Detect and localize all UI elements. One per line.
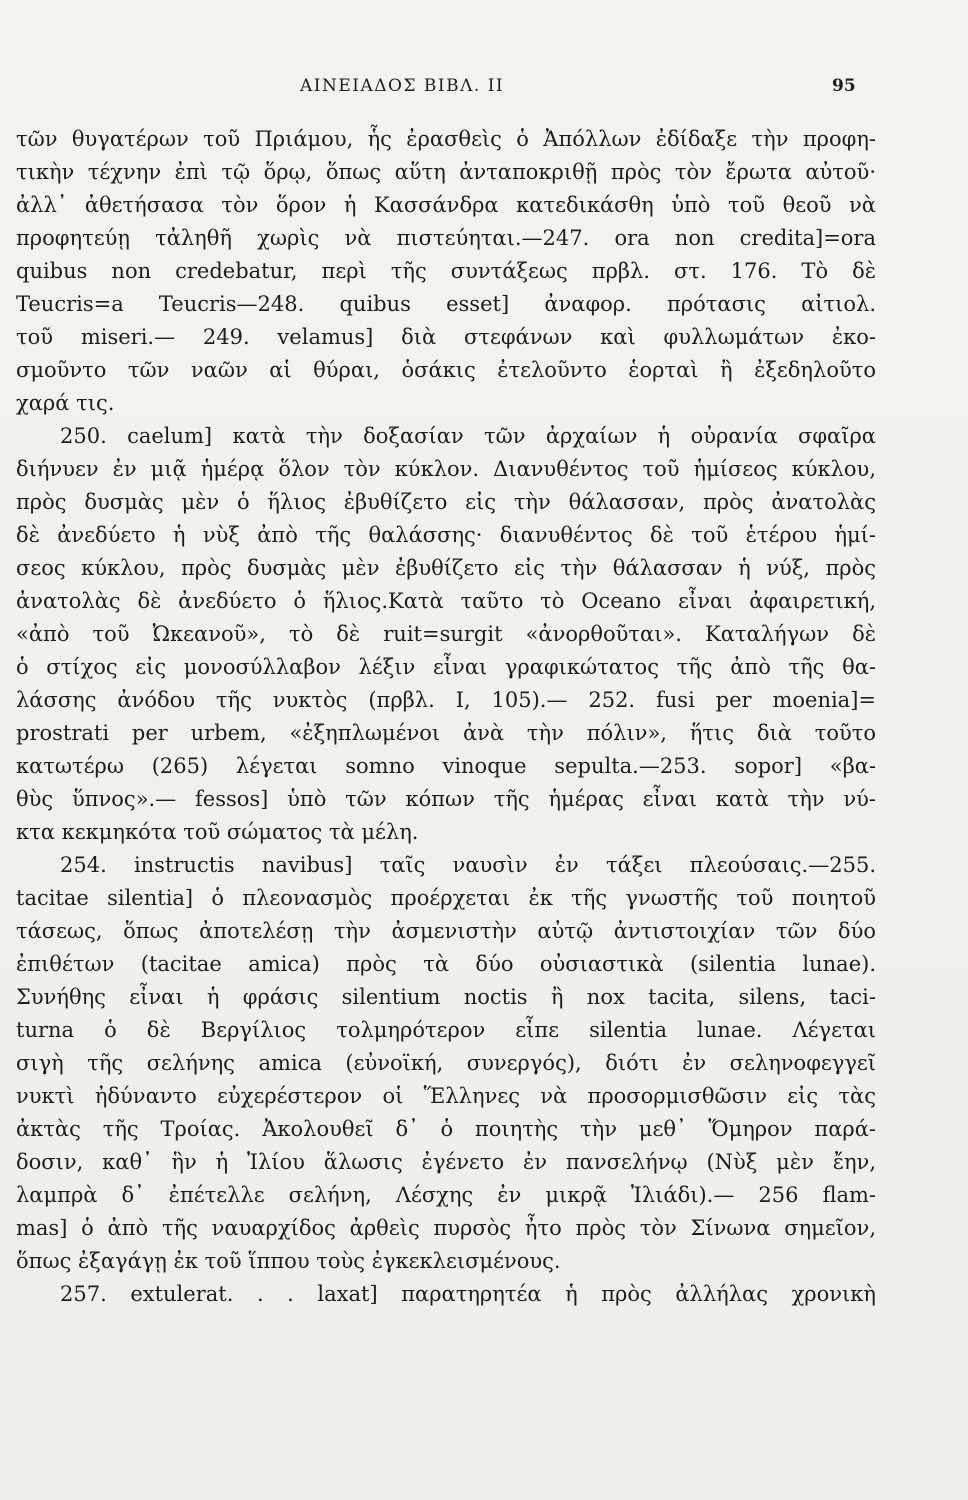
- text-line: σιγὴ τῆς σελήνης amica (εὐνοϊκή, συνεργός), διότι ἐν σεληνοφεγγεῖ: [16, 1051, 876, 1075]
- text-line: prostrati per urbem, «ἐξηπλωμένοι ἀνὰ τὴν πόλιν», ἥτις διὰ τοῦτο: [16, 721, 876, 745]
- text-line: tacitae silentia] ὁ πλεονασμὸς προέρχεται ἐκ τῆς γνωστῆς τοῦ ποιητοῦ: [16, 886, 876, 910]
- text-line: κτα κεκμηκότα τοῦ σώματος τὰ μέλη.: [16, 820, 419, 844]
- text-line: mas] ὁ ἀπὸ τῆς ναυαρχίδος ἀρθεὶς πυρσὸς ἦτο πρὸς τὸν Σίνωνα σημεῖον,: [16, 1216, 876, 1240]
- text-line: 254. instructis navibus] ταῖς ναυσὶν ἐν τάξει πλεούσαις.—255.: [60, 853, 876, 877]
- text-line: δὲ ἀνεδύετο ἡ νὺξ ἀπὸ τῆς θαλάσσης· διανυθέντος δὲ τοῦ ἑτέρου ἡμί-: [16, 523, 876, 547]
- text-line: Teucris=a Teucris—248. quibus esset] ἀναφορ. πρότασις αἰτιολ.: [16, 292, 876, 316]
- text-line: ἀλλ᾽ ἀθετήσασα τὸν ὅρον ἡ Κασσάνδρα κατεδικάσθη ὑπὸ τοῦ θεοῦ νὰ: [16, 193, 876, 217]
- text-line: νυκτὶ ἠδύναντο εὐχερέστερον οἱ Ἕλληνες νὰ προσορμισθῶσιν εἰς τὰς: [16, 1084, 876, 1108]
- text-line: λάσσης ἀνόδου τῆς νυκτὸς (πρβλ. I, 105).— 252. fusi per moenia]=: [16, 688, 876, 712]
- text-line: δοσιν, καθ᾽ ἣν ἡ Ἰλίου ἅλωσις ἐγένετο ἐν πανσελήνῳ (Νὺξ μὲν ἔην,: [16, 1150, 876, 1174]
- text-line: τικὴν τέχνην ἐπὶ τῷ ὅρῳ, ὅπως αὕτη ἀνταποκριθῇ πρὸς τὸν ἔρωτα αὐτοῦ·: [16, 160, 876, 184]
- text-line: quibus non credebatur, περὶ τῆς συντάξεως πρβλ. στ. 176. Τὸ δὲ: [16, 259, 876, 283]
- text-line: turna ὁ δὲ Βεργίλιος τολμηρότερον εἶπε silentia lunae. Λέγεται: [16, 1018, 876, 1042]
- text-line: 257. extulerat. . . laxat] παρατηρητέα ἡ πρὸς ἀλλήλας χρονικὴ: [60, 1282, 876, 1306]
- text-line: ἀνατολὰς δὲ ἀνεδύετο ὁ ἥλιος.Κατὰ ταῦτο τὸ Oceano εἶναι ἀφαιρετική,: [16, 589, 876, 613]
- page-number: 95: [832, 76, 856, 96]
- text-line: Συνήθης εἶναι ἡ φράσις silentium noctis ἢ nox tacita, silens, taci-: [16, 985, 876, 1009]
- running-title: ΑΙΝΕΙΑΔΟΣ ΒΙΒΛ. ΙΙ: [300, 76, 505, 96]
- text-line: τοῦ miseri.— 249. velamus] διὰ στεφάνων καὶ φυλλωμάτων ἐκο-: [16, 325, 876, 349]
- text-line: προφητεύῃ τἀληθῆ χωρὶς νὰ πιστεύηται.—247. ora non credita]=ora: [16, 226, 876, 250]
- text-line: κατωτέρω (265) λέγεται somno vinoque sepulta.—253. sopor] «βα-: [16, 754, 876, 778]
- text-line: διήνυεν ἐν μιᾷ ἡμέρᾳ ὅλον τὸν κύκλον. Διανυθέντος τοῦ ἡμίσεος κύκλου,: [16, 457, 876, 481]
- text-line: ὁ στίχος εἰς μονοσύλλαβον λέξιν εἶναι γραφικώτατος τῆς ἀπὸ τῆς θα-: [16, 655, 876, 679]
- text-line: τῶν θυγατέρων τοῦ Πριάμου, ἧς ἐρασθεὶς ὁ Ἀπόλλων ἐδίδαξε τὴν προφη-: [16, 127, 876, 151]
- text-line: τάσεως, ὅπως ἀποτελέσῃ τὴν ἀσμενιστὴν αὐτῷ ἀντιστοιχίαν τῶν δύο: [16, 919, 876, 943]
- text-line: ἀκτὰς τῆς Τροίας. Ἀκολουθεῖ δ᾽ ὁ ποιητὴς τὴν μεθ᾽ Ὅμηρον παρά-: [16, 1117, 876, 1141]
- text-line: πρὸς δυσμὰς μὲν ὁ ἥλιος ἐβυθίζετο εἰς τὴν θάλασσαν, πρὸς ἀνατολὰς: [16, 490, 876, 514]
- text-line: χαρά τις.: [16, 391, 115, 415]
- text-line: «ἀπὸ τοῦ Ὠκεανοῦ», τὸ δὲ ruit=surgit «ἀνορθοῦται». Καταλήγων δὲ: [16, 622, 876, 646]
- text-line: σμοῦντο τῶν ναῶν αἱ θύραι, ὁσάκις ἐτελοῦντο ἑορταὶ ἢ ἐξεδηλοῦτο: [16, 358, 876, 382]
- text-line: 250. caelum] κατὰ τὴν δοξασίαν τῶν ἀρχαίων ἡ οὐρανία σφαῖρα: [60, 424, 876, 448]
- text-line: ἐπιθέτων (tacitae amica) πρὸς τὰ δύο οὐσιαστικὰ (silentia lunae).: [16, 952, 876, 976]
- text-line: ὅπως ἐξαγάγῃ ἐκ τοῦ ἵππου τοὺς ἐγκεκλεισμένους.: [16, 1249, 561, 1273]
- running-head: [0, 76, 968, 100]
- text-line: λαμπρὰ δ᾽ ἐπέτελλε σελήνη, Λέσχης ἐν μικρᾷ Ἰλιάδι).— 256 flam-: [16, 1183, 876, 1207]
- text-line: θὺς ὕπνος».— fessos] ὑπὸ τῶν κόπων τῆς ἡμέρας εἶναι κατὰ τὴν νύ-: [16, 787, 876, 811]
- text-line: σεος κύκλου, πρὸς δυσμὰς μὲν ἐβυθίζετο εἰς τὴν θάλασσαν ἡ νύξ, πρὸς: [16, 556, 876, 580]
